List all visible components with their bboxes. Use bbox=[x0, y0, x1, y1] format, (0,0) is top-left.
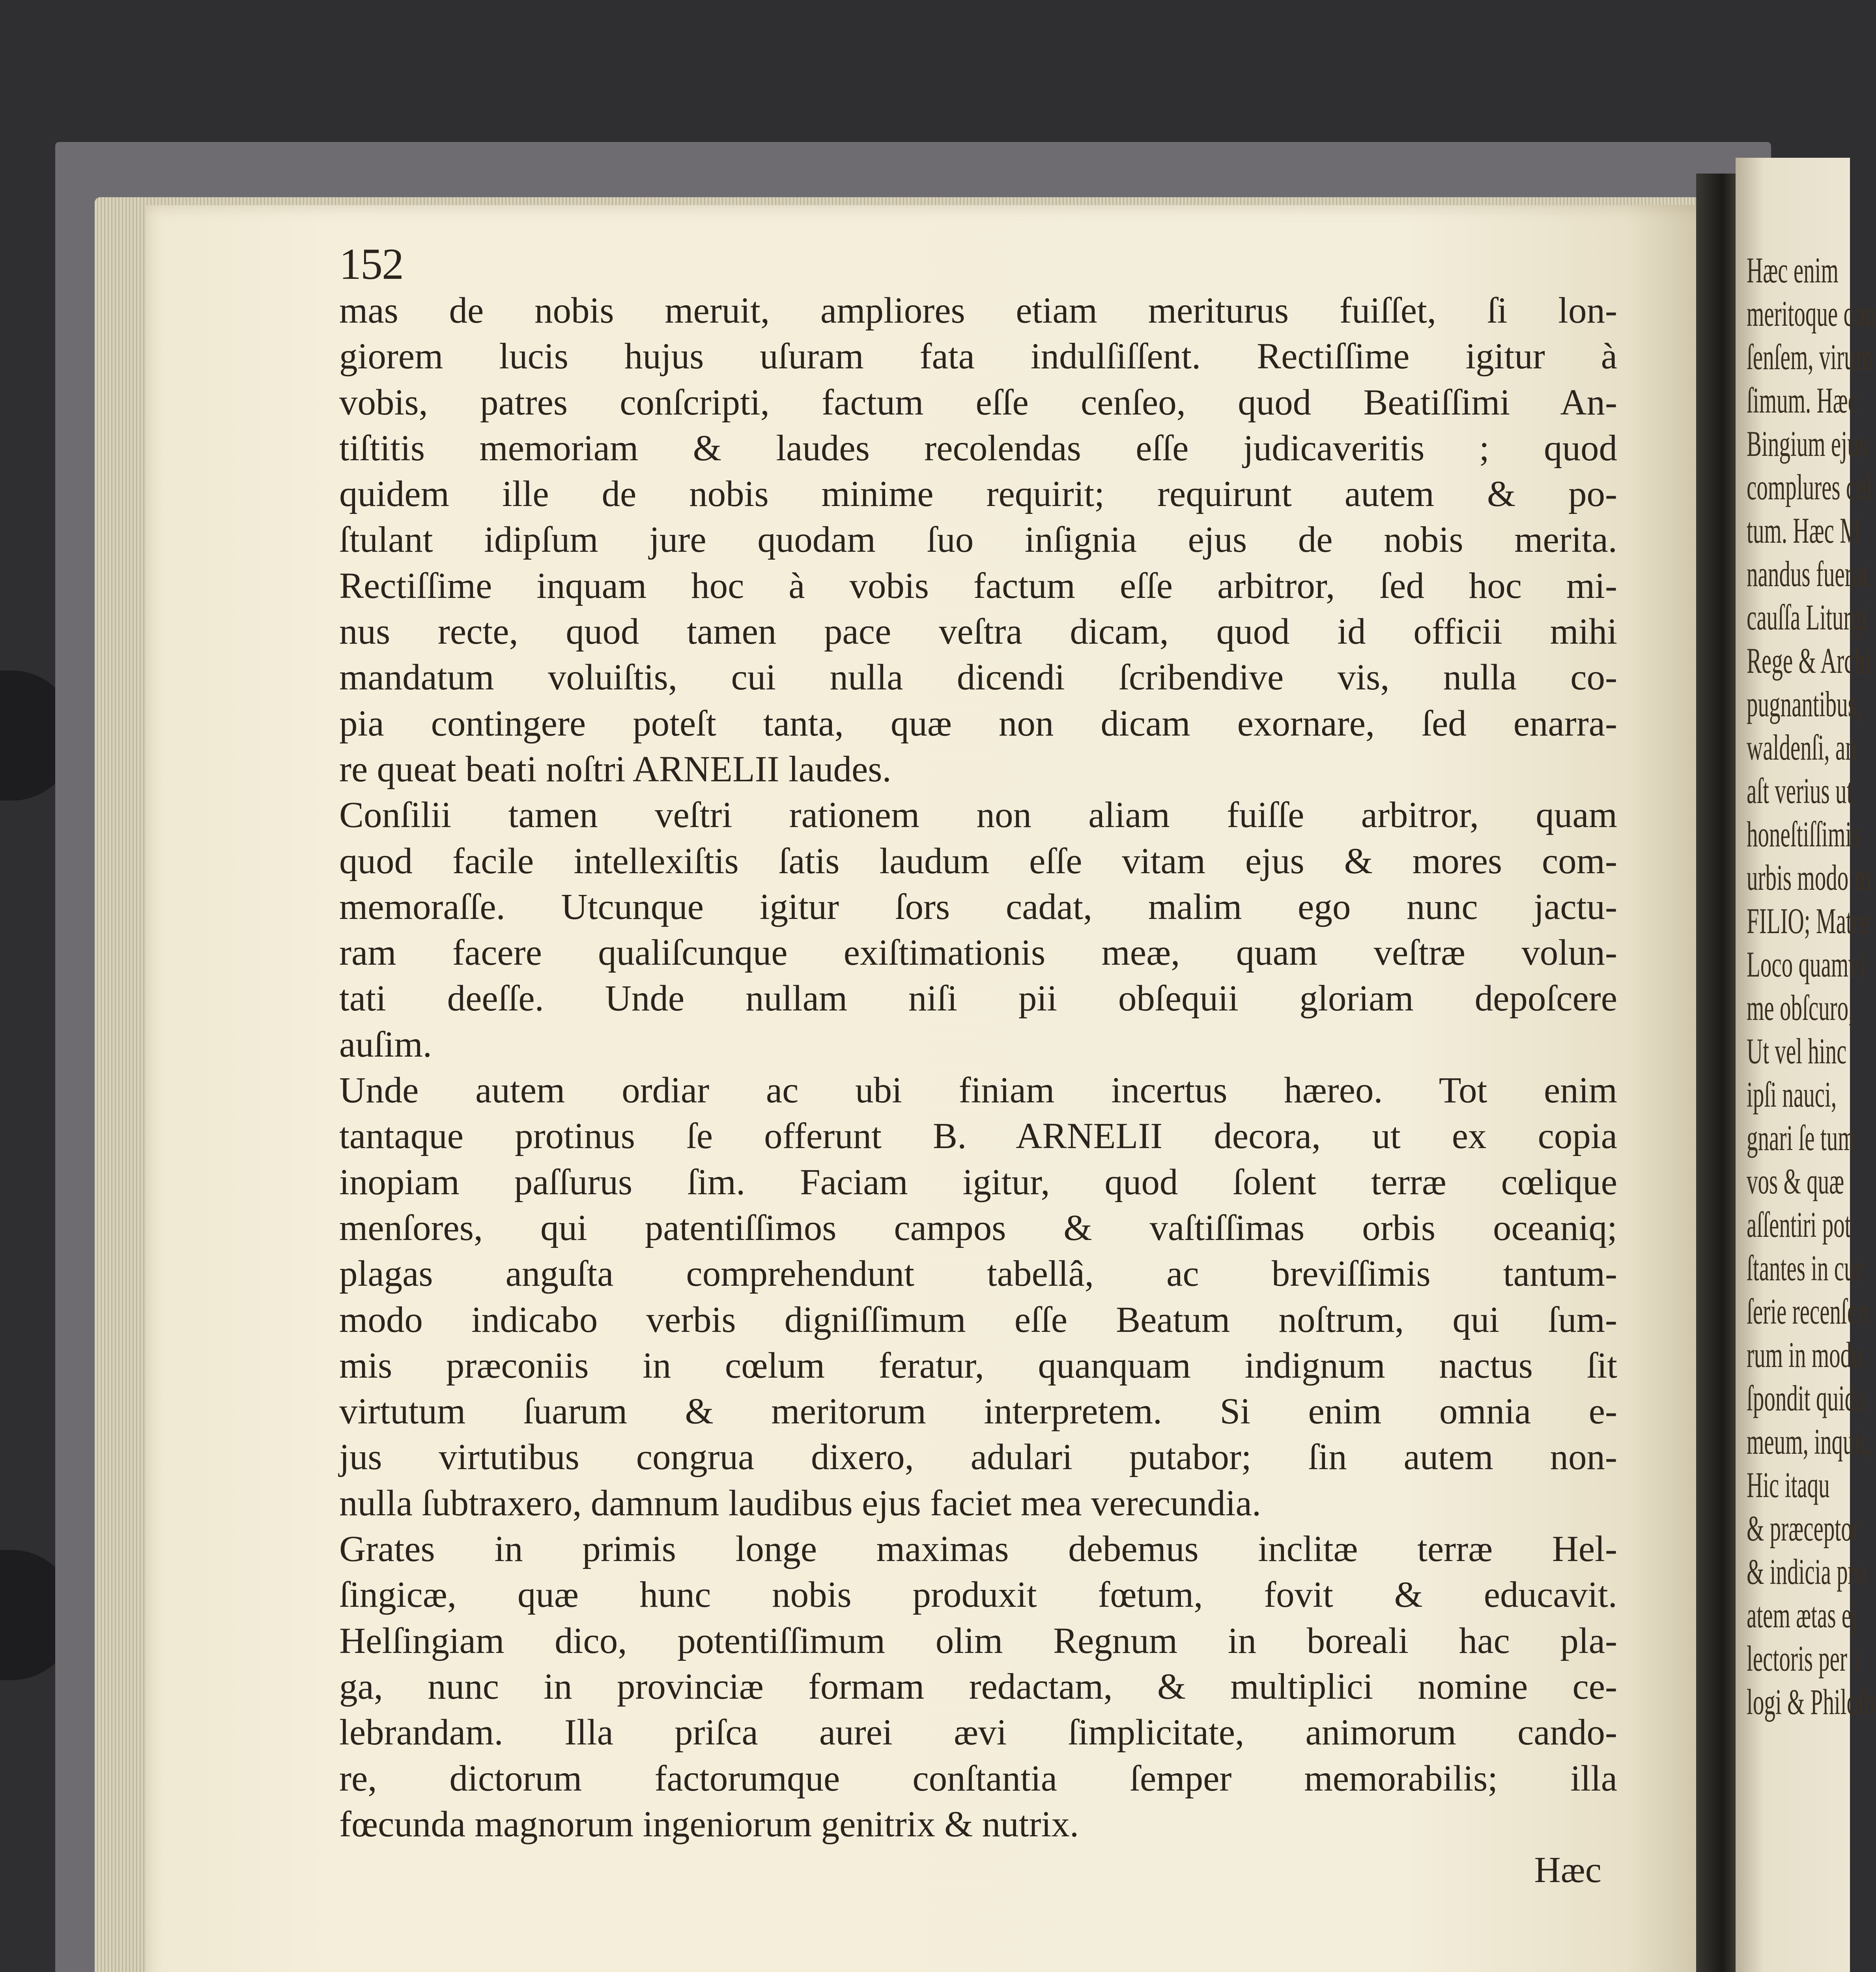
facing-text-line: complures cel bbox=[1747, 467, 1872, 507]
facing-text-line: Ut vel hinc bbox=[1747, 1031, 1847, 1071]
facing-text-line: vos & quæ bbox=[1747, 1161, 1844, 1201]
text-line: Conſilii tamen veſtri rationem non aliam fuiſſe arbitror, quam bbox=[339, 795, 1617, 836]
text-line: Unde autem ordiar ac ubi finiam incertus hæreo. Tot enim bbox=[339, 1070, 1617, 1111]
text-line: lebrandam. Illa priſca aurei ævi ſimplicitate, animorum cando- bbox=[339, 1712, 1617, 1753]
text-line: re queat beati noſtri ARNELII laudes. bbox=[339, 749, 891, 790]
catchword: Hæc bbox=[1534, 1850, 1601, 1891]
text-line: re, dictorum factorumque conſtantia ſemper memorabilis; illa bbox=[339, 1758, 1617, 1799]
text-line: virtutum ſuarum & meritorum interpretem. Si enim omnia e- bbox=[339, 1391, 1617, 1432]
text-line: mas de nobis meruit, ampliores etiam meriturus fuiſſet, ſi lon- bbox=[339, 290, 1617, 331]
facing-text-line: ſimum. Hæc bbox=[1747, 380, 1858, 420]
text-line: pia contingere poteſt tanta, quæ non dicam exornare, ſed enarra- bbox=[339, 703, 1617, 744]
text-lines bbox=[339, 288, 1617, 1847]
facing-text-line: pugnantibus, bbox=[1747, 684, 1863, 724]
facing-text-line: gnari ſe tum bbox=[1747, 1118, 1855, 1158]
facing-text-line: aſt verius ut bbox=[1747, 771, 1853, 811]
facing-text-line: rum in modu bbox=[1747, 1335, 1863, 1375]
facing-text-line: waldenſi, an bbox=[1747, 727, 1857, 768]
facing-text-line: & præceptor bbox=[1747, 1508, 1860, 1548]
text-line: Helſingiam dico, potentiſſimum olim Regnum in boreali hac pla- bbox=[339, 1620, 1617, 1661]
text-line: quidem ille de nobis minime requirit; requirunt autem & po- bbox=[339, 474, 1617, 515]
facing-text-line: FILIO; Matre bbox=[1747, 901, 1870, 941]
facing-text-line: ſenſem, virum bbox=[1747, 337, 1873, 377]
facing-text-line: aſſentiri pot bbox=[1747, 1204, 1851, 1245]
facing-text-line: Bingium ejus bbox=[1747, 424, 1867, 464]
facing-text-line: tum. Hæc M bbox=[1747, 510, 1860, 551]
facing-text-line: meum, inquit, bbox=[1747, 1421, 1872, 1462]
facing-text-line: meritoque con bbox=[1747, 293, 1876, 334]
text-line: tati deeſſe. Unde nullam niſi pii obſequii gloriam depoſcere bbox=[339, 978, 1617, 1019]
text-line: modo indicabo verbis digniſſimum eſſe Beatum noſtrum, qui ſum- bbox=[339, 1299, 1617, 1340]
text-line: ga, nunc in provinciæ formam redactam, & multiplici nomine ce- bbox=[339, 1666, 1617, 1707]
text-line: nulla ſubtraxero, damnum laudibus ejus faciet mea verecundia. bbox=[339, 1483, 1261, 1524]
facing-text-line: Loco quamvi bbox=[1747, 944, 1866, 984]
text-line: Grates in primis longe maximas debemus inclitæ terræ Hel- bbox=[339, 1529, 1617, 1570]
facing-text-line: ſtantes in cur bbox=[1747, 1248, 1863, 1288]
text-line: vobis, patres conſcripti, factum eſſe cenſeo, quod Beatiſſimi An- bbox=[339, 382, 1617, 423]
page-number: 152 bbox=[339, 240, 403, 289]
facing-text-line: lectoris per i bbox=[1747, 1638, 1859, 1679]
text-line: Rectiſſime inquam hoc à vobis factum eſſe arbitror, ſed hoc mi- bbox=[339, 565, 1617, 606]
text-line: jus virtutibus congrua dixero, adulari putabor; ſin autem non- bbox=[339, 1437, 1617, 1478]
facing-text-line: me obſcuro, bbox=[1747, 988, 1854, 1028]
facing-text-line: cauſſa Liturgi bbox=[1747, 597, 1868, 637]
text-line: memoraſſe. Utcunque igitur ſors cadat, malim ego nunc jactu- bbox=[339, 886, 1617, 927]
text-line: plagas anguſta comprehendunt tabellâ, ac breviſſimis tantum- bbox=[339, 1253, 1617, 1294]
page-text-block bbox=[339, 241, 1617, 1893]
text-line: menſores, qui patentiſſimos campos & vaſtiſſimas orbis oceaniq; bbox=[339, 1207, 1617, 1248]
facing-text-line: urbis modo m bbox=[1747, 857, 1872, 898]
facing-text-line: Hic itaqu bbox=[1747, 1465, 1830, 1505]
text-line: nus recte, quod tamen pace veſtra dicam, quod id officii mihi bbox=[339, 611, 1617, 652]
text-line: quod facile intellexiſtis ſatis laudum eſſe vitam ejus & mores com- bbox=[339, 840, 1617, 881]
facing-text-line: Rege & Archi bbox=[1747, 641, 1872, 681]
text-line: giorem lucis hujus uſuram fata indulſiſſent. Rectiſſime igitur à bbox=[339, 336, 1617, 377]
text-line: inopiam paſſurus ſim. Faciam igitur, quod ſolent terræ cœlique bbox=[339, 1162, 1617, 1203]
text-line: tiſtitis memoriam & laudes recolendas eſſe judicaveritis ; quod bbox=[339, 428, 1617, 469]
facing-text-line: honeſtiſſimis bbox=[1747, 814, 1861, 854]
facing-text-line: ſerie recenſen bbox=[1747, 1291, 1869, 1331]
text-line: mis præconiis in cœlum feratur, quanquam indignum nactus ſit bbox=[339, 1345, 1617, 1386]
text-line: ſingicæ, quæ hunc nobis produxit fœtum, fovit & educavit. bbox=[339, 1574, 1617, 1615]
facing-text-line: Hæc enim bbox=[1747, 250, 1839, 290]
facing-text-line: atem ætas ej bbox=[1747, 1595, 1858, 1635]
text-line: mandatum voluiſtis, cui nulla dicendi ſcribendive vis, nulla co- bbox=[339, 657, 1617, 698]
text-line: fœcunda magnorum ingeniorum genitrix & nutrix. bbox=[339, 1804, 1079, 1845]
facing-text-line: ipſi nauci, bbox=[1747, 1074, 1837, 1115]
facing-text-line: & indicia pro bbox=[1747, 1552, 1867, 1592]
facing-page bbox=[1736, 158, 1876, 1972]
text-line: auſim. bbox=[339, 1024, 432, 1065]
text-line: tantaque protinus ſe offerunt B. ARNELII decora, ut ex copia bbox=[339, 1116, 1617, 1157]
text-line: ram facere qualiſcunque exiſtimationis meæ, quam veſtræ volun- bbox=[339, 932, 1617, 973]
facing-text-line: ſpondit quida bbox=[1747, 1378, 1866, 1418]
text-line: ſtulant idipſum jure quodam ſuo inſignia ejus de nobis merita. bbox=[339, 519, 1617, 560]
facing-text-line: nandus fuerat bbox=[1747, 554, 1869, 594]
facing-text-line: logi & Philoſo bbox=[1747, 1682, 1876, 1722]
facing-page-text bbox=[1747, 248, 1876, 1724]
